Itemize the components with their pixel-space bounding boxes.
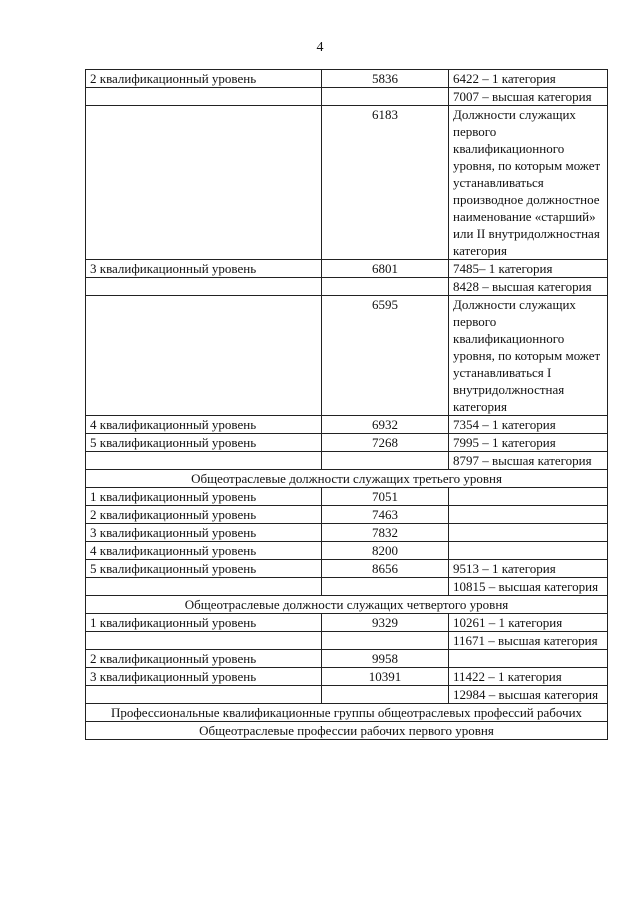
salary-increase-cell: 10815 – высшая категория	[449, 578, 608, 596]
section-title: Общеотраслевые профессии рабочих первого уровня	[86, 722, 608, 740]
table-row	[86, 578, 608, 596]
qualification-level-cell	[86, 106, 322, 260]
base-salary-cell	[322, 88, 449, 106]
table-row	[86, 416, 608, 434]
qualification-level-cell: 3 квалификационный уровень	[86, 260, 322, 278]
salary-increase-cell: 7485– 1 категория	[449, 260, 608, 278]
section-title: Общеотраслевые должности служащих третьего уровня	[86, 470, 608, 488]
salary-increase-cell: 6422 – 1 категория	[449, 70, 608, 88]
base-salary-cell: 10391	[322, 668, 449, 686]
salary-increase-cell	[449, 524, 608, 542]
section-title: Общеотраслевые должности служащих четвертого уровня	[86, 596, 608, 614]
qualification-level-cell	[86, 296, 322, 416]
salary-table	[85, 69, 608, 740]
salary-increase-cell: 8797 – высшая категория	[449, 452, 608, 470]
table-row	[86, 686, 608, 704]
table-row	[86, 106, 608, 260]
salary-increase-cell	[449, 506, 608, 524]
salary-increase-cell: 11422 – 1 категория	[449, 668, 608, 686]
qualification-level-cell: 4 квалификационный уровень	[86, 416, 322, 434]
qualification-level-cell: 2 квалификационный уровень	[86, 650, 322, 668]
qualification-level-cell: 3 квалификационный уровень	[86, 668, 322, 686]
salary-table-body	[86, 70, 608, 740]
base-salary-cell: 7268	[322, 434, 449, 452]
salary-increase-cell	[449, 650, 608, 668]
qualification-level-cell	[86, 686, 322, 704]
base-salary-cell: 6801	[322, 260, 449, 278]
salary-increase-cell: 11671 – высшая категория	[449, 632, 608, 650]
base-salary-cell: 7051	[322, 488, 449, 506]
base-salary-cell	[322, 452, 449, 470]
table-row	[86, 488, 608, 506]
table-row	[86, 542, 608, 560]
section-header-row	[86, 470, 608, 488]
table-row	[86, 260, 608, 278]
qualification-level-cell: 2 квалификационный уровень	[86, 70, 322, 88]
qualification-level-cell: 1 квалификационный уровень	[86, 614, 322, 632]
section-header-row	[86, 596, 608, 614]
page-number: 4	[316, 40, 324, 55]
qualification-level-cell	[86, 578, 322, 596]
salary-increase-cell: 7995 – 1 категория	[449, 434, 608, 452]
table-row	[86, 650, 608, 668]
salary-increase-cell: 7007 – высшая категория	[449, 88, 608, 106]
base-salary-cell: 8656	[322, 560, 449, 578]
salary-increase-cell: Должности служащих первого квалификационного уровня, по которым может устанавливаться I внутридолжностная категория	[449, 296, 608, 416]
table-row	[86, 434, 608, 452]
base-salary-cell: 5836	[322, 70, 449, 88]
salary-increase-cell: 7354 – 1 категория	[449, 416, 608, 434]
qualification-level-cell: 1 квалификационный уровень	[86, 488, 322, 506]
base-salary-cell: 8200	[322, 542, 449, 560]
salary-increase-cell: 9513 – 1 категория	[449, 560, 608, 578]
table-row	[86, 88, 608, 106]
table-row	[86, 278, 608, 296]
base-salary-cell	[322, 632, 449, 650]
base-salary-cell: 9958	[322, 650, 449, 668]
qualification-level-cell: 5 квалификационный уровень	[86, 560, 322, 578]
base-salary-cell: 6595	[322, 296, 449, 416]
base-salary-cell: 7832	[322, 524, 449, 542]
qualification-level-cell	[86, 632, 322, 650]
qualification-level-cell: 2 квалификационный уровень	[86, 506, 322, 524]
base-salary-cell	[322, 278, 449, 296]
salary-increase-cell: 8428 – высшая категория	[449, 278, 608, 296]
table-row	[86, 560, 608, 578]
qualification-level-cell	[86, 278, 322, 296]
table-row	[86, 668, 608, 686]
section-title: Профессиональные квалификационные группы общеотраслевых профессий рабочих	[86, 704, 608, 722]
table-row	[86, 632, 608, 650]
qualification-level-cell	[86, 452, 322, 470]
base-salary-cell	[322, 686, 449, 704]
salary-increase-cell: 12984 – высшая категория	[449, 686, 608, 704]
table-row	[86, 70, 608, 88]
section-header-row	[86, 722, 608, 740]
qualification-level-cell	[86, 88, 322, 106]
table-row	[86, 506, 608, 524]
base-salary-cell: 7463	[322, 506, 449, 524]
salary-increase-cell: 10261 – 1 категория	[449, 614, 608, 632]
base-salary-cell: 9329	[322, 614, 449, 632]
salary-increase-cell: Должности служащих первого квалификационного уровня, по которым может устанавливаться производное должностное наименование «старший» или II внутридолжностная категория	[449, 106, 608, 260]
table-row	[86, 614, 608, 632]
salary-increase-cell	[449, 488, 608, 506]
qualification-level-cell: 3 квалификационный уровень	[86, 524, 322, 542]
qualification-level-cell: 5 квалификационный уровень	[86, 434, 322, 452]
qualification-level-cell: 4 квалификационный уровень	[86, 542, 322, 560]
base-salary-cell: 6183	[322, 106, 449, 260]
section-header-row	[86, 704, 608, 722]
salary-increase-cell	[449, 542, 608, 560]
table-row	[86, 296, 608, 416]
table-row	[86, 452, 608, 470]
table-row	[86, 524, 608, 542]
base-salary-cell: 6932	[322, 416, 449, 434]
base-salary-cell	[322, 578, 449, 596]
